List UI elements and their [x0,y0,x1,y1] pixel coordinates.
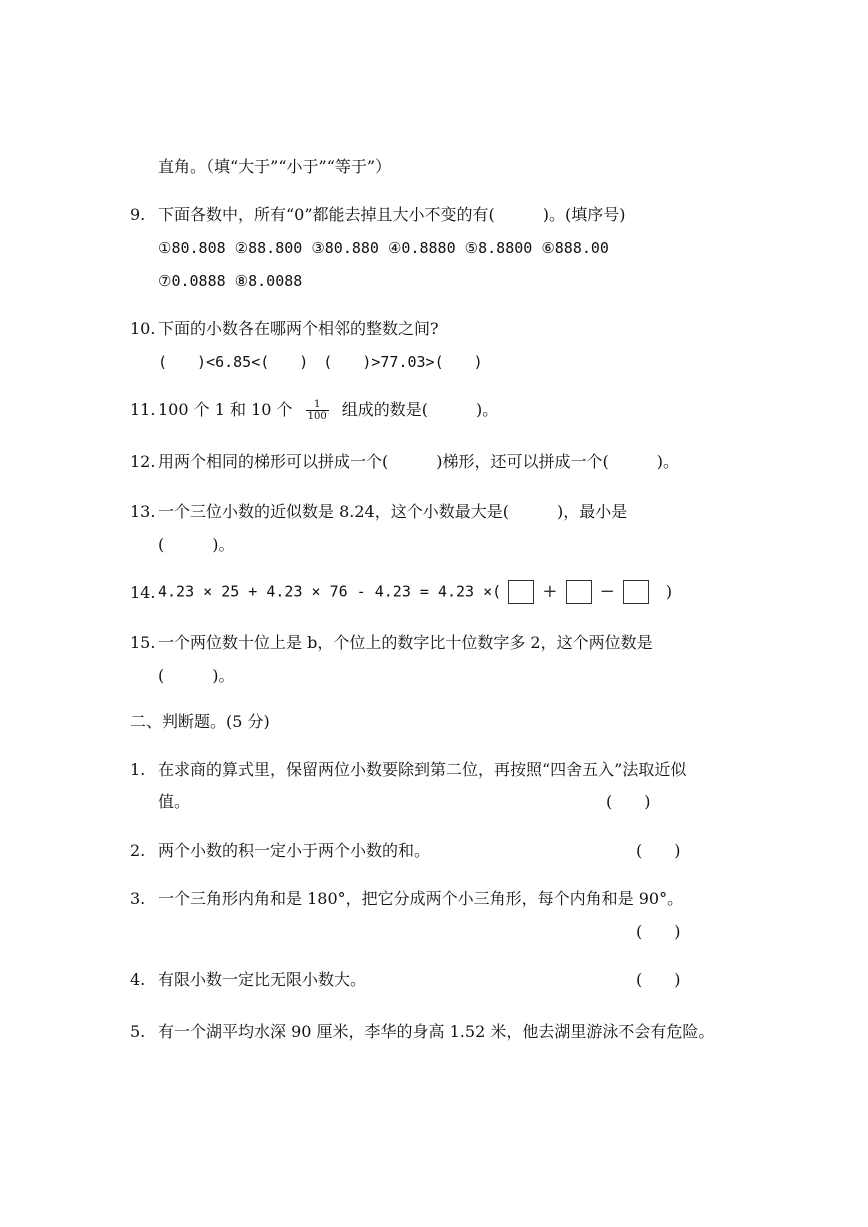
q12-number: 12. [130,452,156,471]
q9-number: 9. [130,205,146,224]
q10-text: 下面的小数各在哪两个相邻的整数之间? [158,319,439,338]
q11-fraction-denominator: 100 [307,411,327,422]
q14-minus-sign: − [599,581,615,602]
q13-text: 一个三位小数的近似数是 8.24，这个小数最大是( )，最小是 [158,502,628,521]
j1-answer-paren[interactable]: ( ) [606,792,651,811]
j1-continuation: 值。 [158,792,191,811]
q11-number: 11. [130,400,156,419]
j1-text: 在求商的算式里，保留两位小数要除到第二位，再按照“四舍五入”法取近似 [158,760,687,779]
q11-fraction [306,399,329,422]
q15-continuation: ( )。 [158,666,235,685]
j4-answer-paren[interactable]: ( ) [636,970,681,989]
q13-continuation: ( )。 [158,535,235,554]
q14-answer-box-1[interactable] [508,580,534,604]
q10-number: 10. [130,319,156,338]
q14-expression [158,580,672,604]
j3-number: 3. [130,889,146,908]
j3-answer-paren[interactable]: ( ) [636,922,681,941]
q15-text: 一个两位数十位上是 b，个位上的数字比十位数字多 2，这个两位数是 [158,633,653,652]
q14-plus-sign: + [542,581,558,602]
q14-answer-box-3[interactable] [623,580,649,604]
j4-number: 4. [130,970,146,989]
q11-line [158,399,498,422]
j4-text: 有限小数一定比无限小数大。 [158,970,367,989]
q11-prefix: 100 个 1 和 10 个 [158,400,293,419]
q11-fraction-numerator: 1 [306,399,329,411]
q12-text: 用两个相同的梯形可以拼成一个( )梯形，还可以拼成一个( )。 [158,452,679,471]
j3-text: 一个三角形内角和是 180°，把它分成两个小三角形，每个内角和是 90°。 [158,889,684,908]
j1-number: 1. [130,760,146,779]
q14-close-paren: ) [665,581,673,601]
q15-number: 15. [130,633,156,652]
q9-text: 下面各数中，所有“0”都能去掉且大小不变的有( )。(填序号) [158,205,626,224]
j2-answer-paren[interactable]: ( ) [636,841,681,860]
j2-number: 2. [130,841,146,860]
q11-suffix: 组成的数是( )。 [341,400,499,419]
section2-title: 二、判断题。(5 分) [130,712,270,731]
j5-number: 5. [130,1022,146,1041]
q9-options-row1: ①80.808 ②88.800 ③80.880 ④0.8880 ⑤8.8800 ⑥888.00 [158,239,609,257]
j5-text: 有一个湖平均水深 90 厘米，李华的身高 1.52 米，他去湖里游泳不会有危险。 [158,1022,715,1041]
q14-answer-box-2[interactable] [566,580,592,604]
q9-options-row2: ⑦0.0888 ⑧8.0088 [158,272,303,290]
j2-text: 两个小数的积一定小于两个小数的和。 [158,841,431,860]
q10-blanks: ( )<6.85<( ) ( )>77.03>( ) [158,353,483,371]
q8-continuation: 直角。（填“大于”“小于”“等于”） [158,157,392,176]
q14-expression-text: 4.23 × 25 + 4.23 × 76 - 4.23 = 4.23 ×( [158,582,502,601]
q14-number: 14. [130,583,156,602]
q13-number: 13. [130,502,156,521]
